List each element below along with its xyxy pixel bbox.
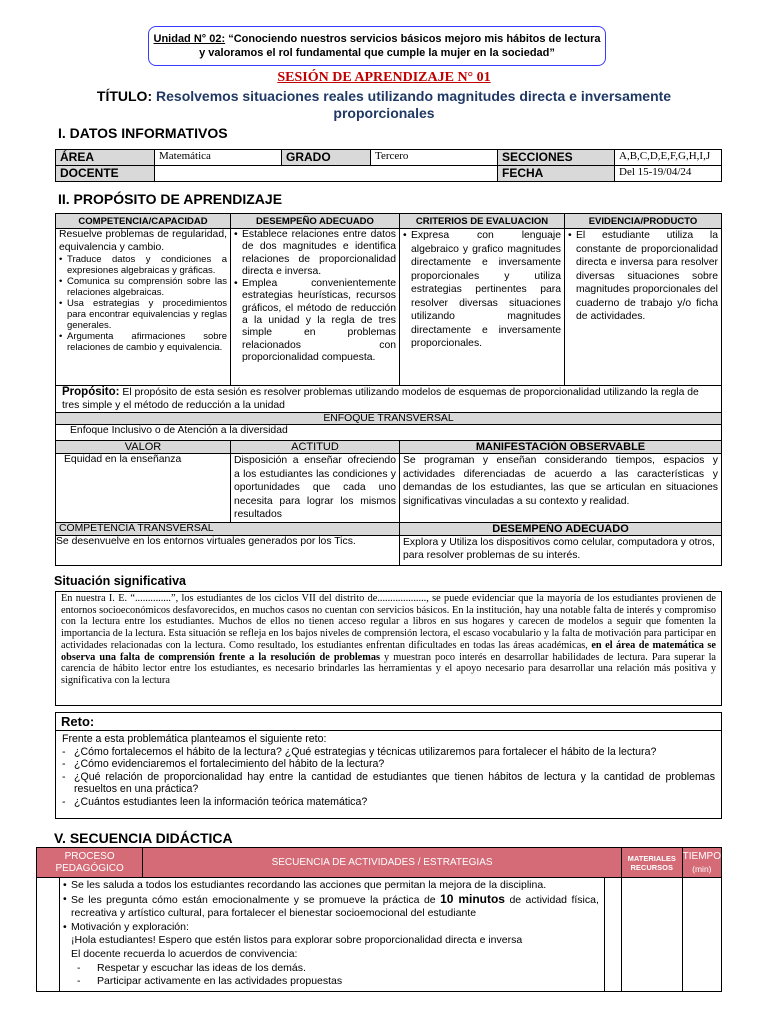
criterio-cell: [400, 229, 565, 386]
situacion-part2: y muestran poco interés en desarrollar habilidades de lectura. Para superar la carencia de hábito lector entre los estudiantes, es necesario brindarles las herramientas y el apoyo necesario para desarrollar una relación más positiva y significativa con la lectura: [61, 651, 717, 686]
fecha-label: FECHA: [498, 166, 615, 182]
actividad-text: Se les pregunta cómo están emocionalmente y se promueve la práctica de: [71, 893, 436, 906]
proposito-table: [55, 213, 722, 566]
header-materiales: MATERIALES RECURSOS: [621, 848, 682, 878]
datos-table: [55, 149, 722, 182]
criterio-list: [403, 229, 561, 351]
evidencia-text: • El estudiante utiliza la constante de proporcionalidad directa e inversa para resolver diversas situaciones sobre magnitudes proporcionales del cuaderno de trabajo y/o ficha de actividades.: [576, 229, 718, 324]
area-label: ÁREA: [56, 150, 155, 166]
grado-value: Tercero: [371, 150, 498, 166]
actividad-item: • Motivación y exploración:: [71, 921, 599, 935]
actividad-saludo: ¡Hola estudiantes! Espero que estén listos para explorar sobre proporcionalidad directa e inversa: [71, 934, 523, 947]
title-prefix: TÍTULO:: [96, 88, 153, 104]
reto-intro: Frente a esta problemática planteamos el siguiente reto:: [62, 733, 327, 745]
valor-header: VALOR: [56, 441, 231, 454]
actividad-item: [71, 893, 599, 921]
actitud-cell: Disposición a enseñar ofreciendo a los estudiantes las condiciones y oportunidades que cada uno necesita para lograr los mismos resultados: [231, 454, 400, 523]
proposito-row: [56, 386, 722, 413]
proposito-label: Propósito:: [62, 386, 120, 398]
reto-question-text: ¿Cuántos estudiantes leen la información teórica matemática?: [74, 795, 368, 808]
capacidad-item: • Traduce datos y condiciones a expresiones algebraicas y gráficas.: [67, 254, 227, 276]
reto-body: [56, 731, 721, 811]
actividad-duracion: 10 minutos: [440, 891, 505, 906]
section-situacion-heading: Situación significativa: [54, 574, 186, 588]
section-secuencia-heading: V. SECUENCIA DIDÁCTICA: [54, 830, 233, 846]
header-evidencia: EVIDENCIA/PRODUCTO: [565, 214, 722, 229]
acuerdo-text: Respetar y escuchar las ideas de los demás.: [97, 961, 306, 974]
header-actividades: SECUENCIA DE ACTIVIDADES / ESTRATEGIAS: [143, 848, 622, 878]
enfoque-header: ENFOQUE TRANSVERSAL: [56, 413, 722, 425]
situacion-bold: en el área de matemática se observa una falta de comprensión frente a la resolución de problemas: [61, 639, 717, 663]
reto-question: - ¿Cuántos estudiantes leen la información teórica matemática?: [62, 795, 368, 808]
header-criterios: CRITERIOS DE EVALUACION: [400, 214, 565, 229]
secciones-value: A,B,C,D,E,F,G,H,I,J: [615, 150, 722, 166]
capacidad-item: • Argumenta afirmaciones sobre relaciones de cambio y equivalencia.: [67, 331, 227, 353]
secciones-label: SECCIONES: [498, 150, 615, 166]
section-proposito-heading: II. PROPÓSITO DE APRENDIZAJE: [58, 191, 283, 207]
capacidades-list: [59, 254, 227, 353]
reto-question: - ¿Cómo fortalecemos el hábito de la lectura? ¿Qué estrategias y técnicas utilizaremos para fortalecer el hábito de la lectura?: [62, 745, 657, 758]
actividad-text: de actividad física, recreativa y artístico cultural, para fortalecer el bienestar socioemocional del estudiante: [71, 893, 599, 920]
docente-label: DOCENTE: [56, 166, 155, 182]
actividades-list: [65, 879, 599, 934]
comp-trans-header: COMPETENCIA TRANSVERSAL: [56, 522, 400, 535]
reto-question-text: ¿Cómo evidenciaremos el fortalecimiento del hábito de la lectura?: [74, 758, 385, 771]
actividad-acuerdos-intro: El docente recuerda lo acuerdos de convivencia:: [71, 947, 298, 960]
header-tiempo-label: TIEMPO: [682, 850, 721, 862]
header-tiempo: [682, 848, 721, 878]
secuencia-table: [36, 847, 722, 992]
fecha-value: Del 15-19/04/24: [615, 166, 722, 182]
desemp-trans-cell: Explora y Utiliza los dispositivos como celular, computadora y otros, para resolver problemas de su interés.: [400, 535, 722, 565]
header-competencia: COMPETENCIA/CAPACIDAD: [56, 214, 231, 229]
area-value: Matemática: [155, 150, 282, 166]
acuerdo-item: - Respetar y escuchar las ideas de los demás.: [77, 961, 306, 974]
reto-question-text: ¿Cómo fortalecemos el hábito de la lectura? ¿Qué estrategias y técnicas utilizaremos para fortalecer el hábito de la lectura?: [74, 745, 657, 758]
comp-trans-cell: Se desenvuelve en los entornos virtuales generados por los Tics.: [56, 535, 400, 565]
reto-question: - ¿Cómo evidenciaremos el fortalecimiento del hábito de la lectura?: [62, 758, 385, 771]
title-text: Resolvemos situaciones reales utilizando magnitudes directa e inversamente proporcionales: [156, 88, 672, 121]
competencia-text: Resuelve problemas de regularidad, equivalencia y cambio.: [59, 229, 227, 253]
desempeno-list: [234, 229, 396, 364]
capacidad-item: • Usa estrategias y procedimientos para encontrar equivalencias y reglas generales.: [67, 298, 227, 331]
evidencia-cell: [565, 229, 722, 386]
actividades-cell: [37, 878, 622, 992]
capacidad-item: • Comunica su comprensión sobre las relaciones algebraicas.: [67, 276, 227, 298]
proposito-text: El propósito de esta sesión es resolver problemas utilizando modelos de esquemas de proporcionalidad utilizando la regla de tres simple y el método de reducción a la unidad: [62, 387, 699, 411]
docente-value: [155, 166, 498, 182]
section-datos-heading: I. DATOS INFORMATIVOS: [58, 125, 228, 141]
reto-question-text: ¿Qué relación de proporcionalidad hay entre la cantidad de estudiantes que tienen hábitos de lectura y la cantidad de problemas resueltos en una práctica?: [74, 770, 715, 796]
actitud-header: ACTITUD: [231, 441, 400, 454]
desemp-trans-header: DESEMPEÑO ADECUADO: [400, 522, 722, 535]
situacion-part1: En nuestra I. E. “..............”, los estudiantes de los ciclos VII del distrito de..................., se puede evidenciar que la mayoría de los estudiantes provienen de entornos socioeconómicos desfavorecidos, en muchos casos no cuentan con servicios básicos. En la institución, hay una notable falta de interés y compromiso con la lectura entre los estudiantes. Muchos de ellos no tienen acceso regular a libros en sus hogares y carecen de modelos a seguir que fomenten la importancia de la lectura. Esta situación se refleja en los bajos niveles de comprensión lectora, el escaso vocabulario y la falta de motivación para participar en actividades relacionadas con la lectura. Como resultado, los estudiantes enfrentan dificultades en todas las áreas académicas,: [61, 593, 716, 651]
manifestacion-cell: Se programan y enseñan considerando tiempos, espacios y actividades diferenciadas de acuerdo a las características y demandas de los estudiantes, las que se articulan en situaciones significativas vinculadas a su contexto y realidad.: [400, 454, 722, 523]
reto-question: - ¿Qué relación de proporcionalidad hay entre la cantidad de estudiantes que tienen hábitos de lectura y la cantidad de problemas resueltos en una práctica?: [62, 770, 715, 796]
desempeno-item: • Emplea convenientemente estrategias heurísticas, recursos gráficos, el método de reducción a la unidad y la regla de tres simple en problemas relacionados con proporcionalidad compuesta.: [242, 278, 396, 364]
actividades-content: [60, 878, 605, 991]
reto-box: [55, 712, 722, 819]
situacion-text: [55, 591, 722, 706]
header-proceso: PROCESO PEDAGÓGICO: [37, 848, 143, 878]
header-desempeno: DESEMPEÑO ADECUADO: [231, 214, 400, 229]
proceso-cell: [37, 878, 60, 991]
page-title: [80, 88, 688, 122]
unit-label: Unidad N° 02:: [153, 33, 226, 45]
evidencia-list: [568, 229, 718, 324]
header-tiempo-unit: (min): [692, 863, 712, 874]
competencia-cell: [56, 229, 231, 386]
tiempo-cell: [682, 878, 721, 992]
desempeno-cell: [231, 229, 400, 386]
acuerdo-text: Participar activamente en las actividades propuestas: [97, 975, 343, 988]
spacer-cell: [605, 878, 621, 991]
materiales-cell: [621, 878, 682, 992]
criterio-text: • Expresa con lenguaje algebraico y grafico magnitudes directamente e inversamente proporcionales y utiliza estrategias pertinentes para resolver diversas situaciones utilizando magnitudes directamente e inversamente proporcionales.: [411, 229, 561, 351]
reto-heading: Reto:: [56, 713, 721, 731]
unit-text: “Conociendo nuestros servicios básicos mejoro mis hábitos de lectura y valoramos el rol fundamental que cumple la mujer en la sociedad”: [199, 33, 601, 59]
grado-label: GRADO: [282, 150, 371, 166]
desempeno-item: • Establece relaciones entre datos de dos magnitudes e identifica relaciones de proporcionalidad directa e inversa.: [242, 229, 396, 278]
manifestacion-header: MANIFESTACIÓN OBSERVABLE: [400, 441, 722, 454]
actividad-item: • Se les saluda a todos los estudiantes recordando las acciones que permitan la mejora de la disciplina.: [71, 879, 599, 893]
acuerdo-item: - Participar activamente en las actividades propuestas: [77, 975, 343, 988]
session-title: SESIÓN DE APRENDIZAJE N° 01: [277, 70, 491, 85]
valor-cell: Equidad en la enseñanza: [56, 454, 231, 523]
unit-header-box: [148, 26, 606, 66]
enfoque-value: Enfoque Inclusivo o de Atención a la diversidad: [56, 425, 722, 441]
